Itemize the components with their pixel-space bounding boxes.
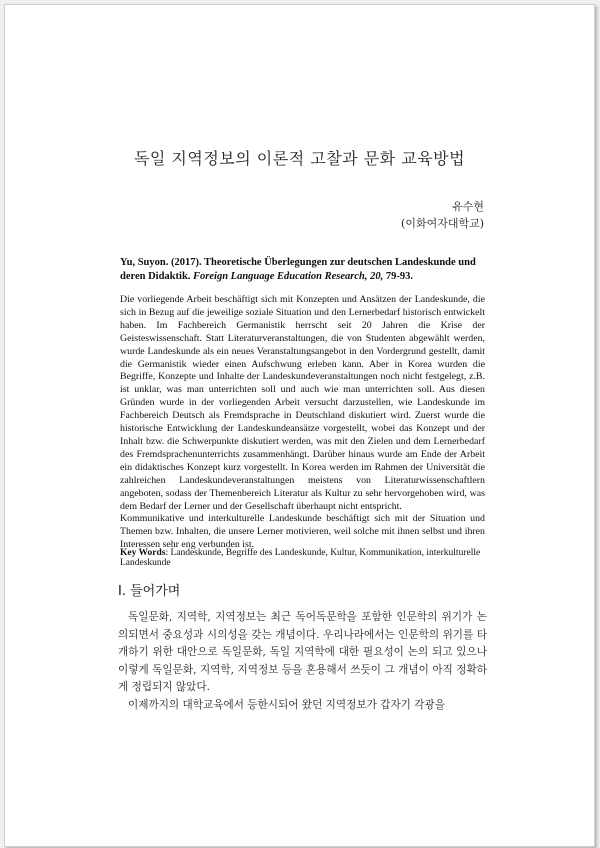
keywords-value: : Landeskunde, Begriffe des Landeskunde, Kultur, Kommunikation, interkulturelle Landeskunde xyxy=(120,548,481,568)
keywords xyxy=(120,548,500,568)
document-page xyxy=(4,4,595,847)
citation xyxy=(120,256,485,284)
intro-body xyxy=(118,609,487,714)
author-affiliation: (이화여자대학교) xyxy=(401,217,484,230)
citation-text: Yu, Suyon. (2017). Theoretische Überlegungen zur deutschen Landeskunde und deren Didaktik. xyxy=(120,257,476,282)
section-heading: Ⅰ. 들어가며 xyxy=(118,584,181,599)
citation-pages: 79-93. xyxy=(385,271,413,282)
keywords-label: Key Words xyxy=(120,548,166,558)
abstract-paragraph-2: Kommunikative und interkulturelle Landeskunde beschäftigt sich mit der Situation und Themen bzw. Inhalten, die unsere Lerner motivieren, weil solche mit ihnen selbst und ihren Interessen sehr eng verbunden ist. xyxy=(120,513,485,551)
citation-journal: Foreign Language Education Research, 20, xyxy=(193,271,384,282)
paper-title: 독일 지역정보의 이론적 고찰과 문화 교육방법 xyxy=(133,149,466,168)
author-name: 유수현 xyxy=(452,200,484,213)
intro-paragraph-2: 이제까지의 대학교육에서 등한시되어 왔던 지역정보가 갑자기 각광을 xyxy=(128,698,445,711)
intro-paragraph-1: 독일문화, 지역학, 지역정보는 최근 독어독문학을 포함한 인문학의 위기가 논의되면서 중요성과 시의성을 갖는 개념이다. 우리나라에서는 인문학의 위기를 타개하기 위한 대안으로 독일문화, 독일 지역학에 대한 필요성이 논의 되고 있으나 이렇게 독일문화, 지역학, 지역정보 등을 혼용해서 쓰듯이 그 개념이 아직 정확하게 정립되지 않았다. xyxy=(118,611,487,693)
abstract-paragraph-1: Die vorliegende Arbeit beschäftigt sich mit Konzepten und Ansätzen der Landeskunde, die sich in Bezug auf die jeweilige soziale Situation und den Lernerbedarf historisch entwickelt haben. Im Fachbereich Germanistik herrscht seit 20 Jahren die Krise der Geisteswissenschaft. Statt Literaturveranstaltungen, die von Studenten abgewählt werden, wurde Landeskunde als ein neues Veranstaltungsangebot in den Vordergrund gestellt, damit die Germanistik wieder einen Aufschwung erleben kann. Aber in Korea wurden die Begriffe, Konzepte und Inhalte der Landeskundeveranstaltungen noch nicht festgelegt, z.B. ist unklar, was man unterrichten soll und auch wie man unterrichten soll. Aus diesen Gründen wurde in der vorliegenden Arbeit versucht darzustellen, wie Landeskunde im Fachbereich Deutsch als Fremdsprache in Deutschland diskutiert wird. Zuerst wurde die historische Entwicklung der Landeskundeansätze vorgestellt, wobei das Konzept und der Inhalt bzw. die Schwerpunkte diskutiert werden, was mit den Zielen und dem Lernerbedarf des Fremdsprachenunterrichts zusammenhängt. Darüber hinaus wurde am Ende der Arbeit ein didaktisches Konzept kurz vorgestellt. In Korea werden im Rahmen der Universität die zahlreichen Landeskundeveranstaltungen meistens von Literaturwissenschaftlern angeboten, sodass der Themenbereich Literatur als Kultur zu sehr hervorgehoben wird, was dem Bedarf der Lerner und der Gesellschaft überhaupt nicht entspricht. xyxy=(120,294,485,512)
abstract xyxy=(120,294,485,552)
author-block xyxy=(401,198,484,232)
